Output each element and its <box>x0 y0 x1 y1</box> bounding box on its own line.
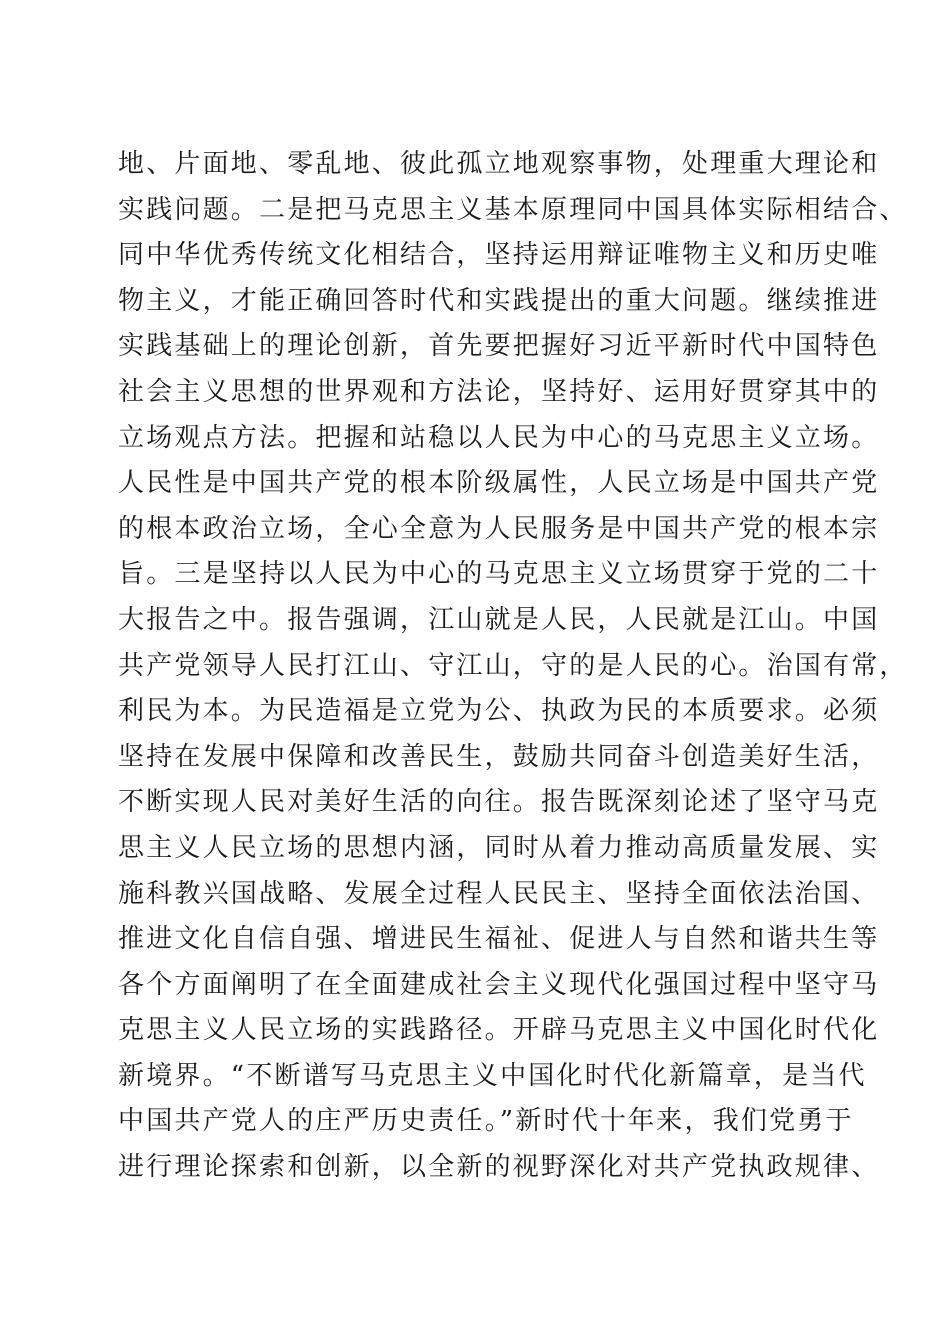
text-line: 大报告之中。报告强调，江山就是人民，人民就是江山。中国 <box>118 604 880 635</box>
text-line: 地、片面地、零乱地、彼此孤立地观察事物，处理重大理论和 <box>118 149 880 179</box>
body-text <box>118 142 908 1191</box>
text-line: 利民为本。为民造福是立党为公、执政为民的本质要求。必须 <box>118 696 880 727</box>
text-line: 进行理论探索和创新，以全新的视野深化对共产党执政规律、 <box>118 1152 880 1183</box>
text-line: 立场观点方法。把握和站稳以人民为中心的马克思主义立场。 <box>118 422 880 453</box>
text-line: 的根本政治立场，全心全意为人民服务是中国共产党的根本宗 <box>118 513 880 544</box>
text-line: 实践问题。二是把马克思主义基本原理同中国具体实际相结合、 <box>118 194 908 225</box>
text-line: 施科教兴国战略、发展全过程人民民主、坚持全面依法治国、 <box>118 878 880 909</box>
text-line: 不断实现人民对美好生活的向往。报告既深刻论述了坚守马克 <box>118 787 880 818</box>
text-line: 实践基础上的理论创新，首先要把握好习近平新时代中国特色 <box>118 331 880 362</box>
text-line: 共产党领导人民打江山、守江山，守的是人民的心。治国有常， <box>118 650 908 681</box>
text-line: 克思主义人民立场的实践路径。开辟马克思主义中国化时代化 <box>118 1015 880 1046</box>
text-line: 同中华优秀传统文化相结合，坚持运用辩证唯物主义和历史唯 <box>118 240 880 271</box>
text-line: 思主义人民立场的思想内涵，同时从着力推动高质量发展、实 <box>118 832 880 863</box>
text-line: 旨。三是坚持以人民为中心的马克思主义立场贯穿于党的二十 <box>118 559 880 590</box>
text-line: 新境界。“不断谱写马克思主义中国化时代化新篇章，是当代 <box>118 1060 867 1091</box>
text-line: 物主义，才能正确回答时代和实践提出的重大问题。继续推进 <box>118 285 880 316</box>
text-line: 各个方面阐明了在全面建成社会主义现代化强国过程中坚守马 <box>118 969 880 1000</box>
text-line: 坚持在发展中保障和改善民生，鼓励共同奋斗创造美好生活， <box>118 741 880 772</box>
text-line: 社会主义思想的世界观和方法论，坚持好、运用好贯穿其中的 <box>118 376 880 407</box>
text-line: 人民性是中国共产党的根本阶级属性，人民立场是中国共产党 <box>118 468 880 499</box>
text-line: 推进文化自信自强、增进民生福祉、促进人与自然和谐共生等 <box>118 924 880 955</box>
text-line: 中国共产党人的庄严历史责任。”新时代十年来，我们党勇于 <box>118 1106 854 1137</box>
